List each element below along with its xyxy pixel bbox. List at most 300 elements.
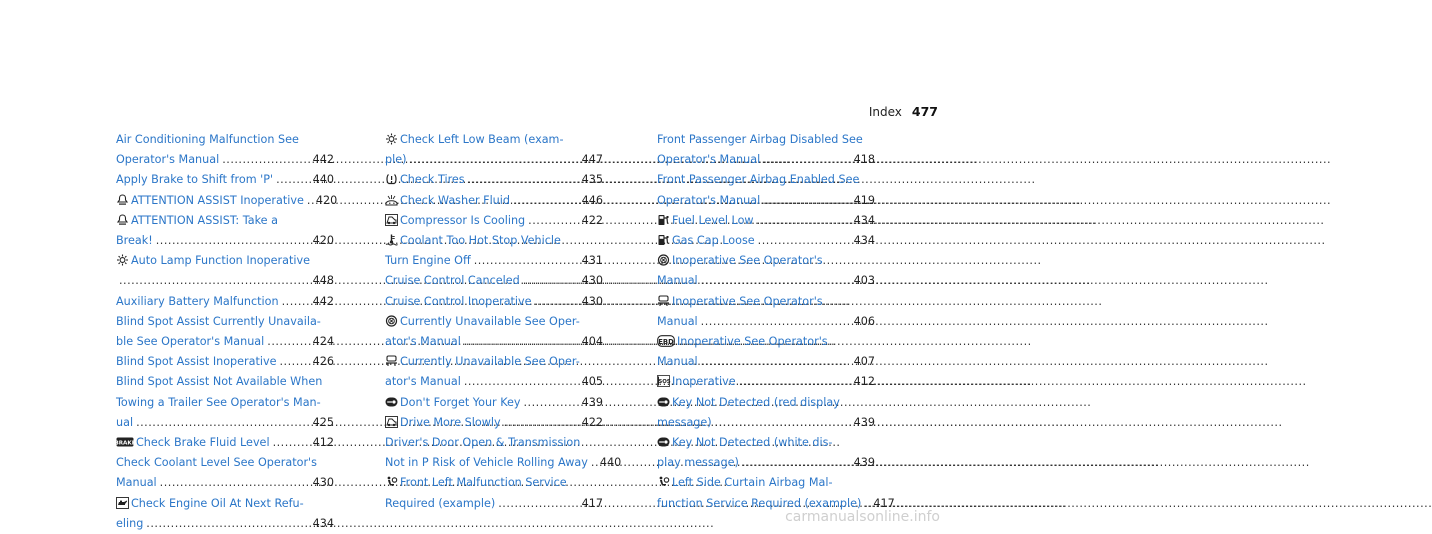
leader-dots [498, 494, 578, 514]
index-entry[interactable] [116, 211, 334, 251]
attention-assist-icon [116, 194, 129, 206]
entry-page-number[interactable]: 434 [853, 234, 875, 248]
entry-line [657, 130, 875, 150]
entry-text [116, 433, 270, 453]
index-entry[interactable] [116, 453, 334, 493]
leader-dots [222, 150, 309, 170]
entry-page-number[interactable]: 442 [312, 294, 334, 308]
entry-page-number[interactable]: 422 [581, 415, 603, 429]
entry-text [657, 413, 712, 433]
index-entry[interactable] [657, 251, 875, 291]
entry-label: Manual [657, 274, 698, 288]
entry-page-number[interactable]: 425 [312, 415, 334, 429]
entry-line [385, 150, 603, 170]
entry-text [657, 271, 698, 291]
leader-dots [468, 170, 579, 190]
entry-line [116, 473, 334, 493]
index-entry[interactable] [116, 130, 334, 170]
entry-label: Air Conditioning Malfunction See [116, 133, 299, 146]
entry-label: Manual [657, 355, 698, 369]
compressor-icon [385, 416, 398, 428]
entry-line [116, 494, 334, 514]
index-entry[interactable] [657, 433, 875, 473]
index-entry[interactable] [385, 352, 603, 392]
entry-label: Drive More Slowly [400, 415, 501, 429]
index-entry[interactable] [385, 271, 603, 291]
leader-dots [535, 292, 579, 312]
airbag-icon [657, 476, 670, 488]
entry-label: Apply Brake to Shift from 'P' [116, 173, 274, 187]
index-entry[interactable] [385, 170, 603, 190]
entry-page-number[interactable]: 405 [581, 375, 603, 389]
entry-label: ble See Operator's Manual [116, 335, 265, 349]
entry-label: ATTENTION ASSIST: Take a [131, 213, 278, 227]
entry-line [116, 514, 334, 534]
entry-text [385, 413, 501, 433]
leader-dots [464, 332, 579, 352]
entry-page-number[interactable]: 407 [853, 355, 875, 369]
entry-page-number[interactable]: 446 [581, 193, 603, 207]
entry-text [385, 355, 580, 368]
entry-label: Check Washer Fluid [400, 193, 510, 207]
index-entry[interactable] [385, 393, 603, 413]
svg-text:EBD: EBD [658, 337, 674, 346]
entry-line [657, 433, 875, 453]
index-entry[interactable] [385, 312, 603, 352]
oil-can-icon [116, 497, 129, 509]
index-entry[interactable] [385, 231, 603, 271]
entry-page-number[interactable]: 406 [853, 314, 875, 328]
entry-page-number[interactable]: 417 [873, 496, 895, 510]
entry-line [657, 292, 875, 312]
airbag-icon [385, 476, 398, 488]
entry-label: Don't Forget Your Key [400, 395, 521, 409]
entry-page-number[interactable]: 424 [312, 335, 334, 349]
entry-page-number[interactable]: 403 [853, 274, 875, 288]
entry-text [385, 453, 588, 473]
entry-label: Turn Engine Off [385, 254, 471, 268]
entry-line [385, 433, 603, 453]
entry-line [116, 231, 334, 251]
entry-line [116, 352, 334, 372]
entry-line [116, 191, 338, 211]
entry-label: Currently Unavailable See Oper- [400, 314, 580, 328]
entry-label: ATTENTION ASSIST Inoperative [131, 193, 304, 207]
index-column-1 [114, 130, 338, 534]
entry-label: Front Passenger Airbag Enabled See [657, 173, 860, 187]
leader-dots [160, 473, 310, 493]
entry-text [116, 473, 157, 493]
entry-text [657, 312, 698, 332]
leader-dots [504, 413, 579, 433]
entry-text [116, 214, 278, 227]
leader-dots [307, 191, 313, 211]
entry-line [116, 453, 334, 473]
entry-text [116, 292, 279, 312]
entry-text [385, 251, 471, 271]
entry-text [385, 150, 406, 170]
watermark: carmanualsonline.info [785, 509, 940, 525]
leader-dots [409, 150, 578, 170]
entry-text [385, 372, 461, 392]
entry-text [657, 396, 840, 409]
entry-text [657, 150, 760, 170]
coolant-icon [385, 234, 398, 246]
entry-label: ator's Manual [385, 335, 461, 349]
leader-dots [742, 453, 851, 473]
entry-page-number[interactable]: 426 [312, 355, 334, 369]
attention-assist-icon [116, 214, 129, 226]
index-entry[interactable] [385, 211, 603, 231]
entry-label: Operator's Manual [116, 153, 220, 167]
entry-label: Cruise Control Inoperative [385, 294, 532, 308]
entry-line [657, 150, 875, 170]
entry-line [385, 191, 603, 211]
index-entry[interactable] [116, 352, 334, 372]
entry-line [657, 413, 875, 433]
entry-line [116, 413, 334, 433]
leader-dots [474, 251, 579, 271]
entry-label: Blind Spot Assist Not Available When [116, 375, 323, 389]
key-icon [657, 436, 670, 448]
entry-line [116, 170, 334, 190]
index-entry[interactable] [657, 130, 875, 170]
entry-line [657, 332, 875, 352]
entry-text [116, 375, 322, 388]
seat-icon [657, 295, 670, 307]
page-header [869, 104, 938, 119]
entry-label: Blind Spot Assist Currently Unavaila- [116, 314, 321, 328]
index-column-3 [657, 130, 895, 514]
steering-icon [385, 315, 398, 327]
entry-page-number[interactable]: 447 [581, 153, 603, 167]
entry-page-number[interactable]: 404 [581, 335, 603, 349]
leader-dots [464, 372, 579, 392]
entry-label: Not in P Risk of Vehicle Rolling Away [385, 456, 588, 470]
steering-icon [657, 254, 670, 266]
entry-line [385, 312, 603, 332]
index-entry[interactable] [116, 251, 334, 291]
entry-text [657, 231, 755, 251]
entry-text [116, 231, 153, 251]
index-entry[interactable] [385, 292, 603, 312]
index-entry[interactable] [385, 473, 603, 513]
entry-line [385, 292, 603, 312]
compressor-icon [385, 214, 398, 226]
fuel-icon [657, 234, 670, 246]
entry-label: ple) [385, 153, 407, 167]
entry-line [116, 251, 334, 271]
entry-page-number[interactable]: 439 [853, 415, 875, 429]
leader-dots [701, 352, 851, 372]
leader-dots [146, 514, 309, 534]
entry-text [657, 453, 739, 473]
leader-dots [739, 372, 851, 392]
entry-label: Inoperative See Operator's [672, 294, 823, 308]
entry-line [657, 170, 875, 190]
entry-line [385, 413, 603, 433]
entry-text [657, 211, 754, 231]
entry-line [385, 393, 603, 413]
entry-text [116, 456, 317, 469]
entry-page-number[interactable]: 442 [312, 153, 334, 167]
entry-page-number[interactable]: 420 [315, 193, 338, 207]
entry-text [116, 396, 321, 409]
entry-text [116, 332, 264, 352]
leader-dots [763, 191, 850, 211]
leader-dots [136, 413, 310, 433]
entry-text [657, 436, 832, 449]
entry-line [385, 332, 603, 352]
brake-badge-icon [116, 436, 134, 448]
index-entry[interactable] [116, 312, 334, 352]
index-entry[interactable] [657, 473, 895, 513]
entry-page-number[interactable]: 439 [853, 456, 875, 470]
entry-line [116, 332, 334, 352]
entry-line [385, 211, 603, 231]
entry-line [657, 352, 875, 372]
entry-label: message) [657, 415, 712, 429]
leader-dots [273, 433, 310, 453]
entry-page-number[interactable]: 431 [581, 254, 603, 268]
entry-label: Check Left Low Beam (exam- [400, 133, 564, 146]
entry-line [116, 211, 334, 231]
entry-text [385, 332, 461, 352]
index-entry[interactable] [385, 413, 603, 433]
fuel-icon [657, 214, 670, 226]
entry-label: Inoperative [672, 375, 736, 389]
leader-dots [513, 191, 579, 211]
leader-dots [763, 150, 850, 170]
entry-label: Operator's Manual [657, 193, 761, 207]
key-icon [657, 396, 670, 408]
entry-label: Driver's Door Open & Transmission [385, 436, 581, 450]
entry-page-number[interactable]: 420 [312, 234, 334, 248]
entry-label: Currently Unavailable See Oper- [400, 355, 580, 369]
index-entry[interactable] [116, 191, 338, 211]
index-entry[interactable] [116, 372, 334, 433]
entry-label: play message) [657, 456, 739, 470]
index-entry[interactable] [657, 211, 875, 231]
entry-label: function Service Required (example) [657, 496, 862, 510]
entry-line [385, 251, 603, 271]
entry-line [116, 150, 334, 170]
index-entry[interactable] [385, 433, 622, 473]
entry-label: Towing a Trailer See Operator's Man- [116, 395, 321, 409]
entry-text [385, 292, 532, 312]
entry-line [385, 453, 622, 473]
entry-line [657, 473, 875, 493]
entry-text [385, 191, 510, 211]
entry-label: Front Passenger Airbag Disabled See [657, 133, 863, 146]
entry-line [657, 211, 875, 231]
entry-text [657, 352, 698, 372]
entry-label: Auto Lamp Function Inoperative [131, 254, 310, 268]
leader-dots [282, 292, 310, 312]
entry-label: Compressor Is Cooling [400, 213, 526, 227]
entry-text [657, 254, 823, 267]
page-number: 477 [911, 104, 938, 119]
entry-text [657, 372, 736, 392]
leader-dots [591, 453, 597, 473]
leader-dots [757, 211, 851, 231]
leader-dots [524, 393, 579, 413]
leader-dots [701, 312, 851, 332]
entry-label: Operator's Manual [657, 153, 761, 167]
entry-text [116, 497, 304, 510]
entry-line [385, 372, 603, 392]
sos-icon [657, 375, 670, 387]
entry-text [657, 173, 859, 186]
entry-label: Fuel Level Low [672, 213, 754, 227]
leader-dots [758, 231, 851, 251]
entry-page-number[interactable]: 440 [599, 456, 622, 470]
index-entry[interactable] [657, 393, 875, 433]
index-entry[interactable] [116, 433, 334, 453]
entry-page-number[interactable]: 435 [581, 173, 603, 187]
entry-line [657, 231, 875, 251]
entry-label: Blind Spot Assist Inoperative [116, 355, 277, 369]
entry-page-number[interactable]: 440 [312, 173, 334, 187]
entry-line [657, 372, 875, 392]
entry-text [116, 133, 299, 146]
entry-text [116, 315, 321, 328]
entry-label: Required (example) [385, 496, 496, 510]
entry-text [116, 191, 304, 211]
leader-dots [276, 170, 310, 190]
entry-line [657, 251, 875, 271]
entry-label: ual [116, 415, 134, 429]
leader-dots [715, 413, 851, 433]
entry-label: Front Left Malfunction Service [400, 476, 567, 490]
entry-label: Manual [116, 476, 157, 490]
entry-page-number[interactable]: 422 [581, 213, 603, 227]
entry-text [385, 170, 465, 190]
entry-text [385, 476, 567, 489]
entry-label: Coolant Too Hot Stop Vehicle [400, 234, 561, 248]
entry-label: Check Coolant Level See Operator's [116, 456, 317, 470]
entry-label: Key Not Detected (white dis- [672, 436, 833, 450]
entry-page-number[interactable]: 430 [581, 294, 603, 308]
lamp-icon [116, 254, 129, 266]
entry-label: Auxiliary Battery Malfunction [116, 294, 279, 308]
index-entry[interactable] [385, 130, 603, 170]
leader-dots [523, 271, 579, 291]
entry-line [657, 312, 875, 332]
entry-text [385, 234, 561, 247]
washer-icon [385, 194, 398, 206]
entry-text [385, 436, 580, 449]
entry-line [657, 271, 875, 291]
entry-line [657, 393, 875, 413]
entry-label: Gas Cap Loose [672, 234, 755, 248]
entry-line [116, 372, 334, 392]
leader-dots [280, 352, 310, 372]
entry-text [657, 335, 828, 348]
entry-line [385, 271, 603, 291]
index-entry[interactable] [116, 170, 334, 190]
entry-text [116, 170, 273, 190]
entry-text [657, 295, 823, 308]
entry-text [657, 191, 760, 211]
leader-dots [119, 271, 310, 291]
index-entry[interactable] [657, 231, 875, 251]
key-icon [385, 396, 398, 408]
entry-line [385, 473, 603, 493]
entry-text [385, 393, 521, 413]
tire-icon [385, 173, 398, 185]
index-entry[interactable] [657, 170, 875, 210]
svg-text:SOS: SOS [658, 379, 671, 386]
entry-text [657, 476, 832, 489]
entry-page-number[interactable]: 448 [312, 274, 334, 288]
entry-text [385, 315, 580, 328]
index-entry[interactable] [385, 191, 603, 211]
entry-line [116, 130, 334, 150]
entry-label: Inoperative See Operator's [677, 335, 828, 349]
entry-line [116, 433, 334, 453]
leader-dots [701, 271, 851, 291]
entry-text [116, 352, 277, 372]
entry-line [116, 312, 334, 332]
entry-label: Manual [657, 314, 698, 328]
index-entry[interactable] [116, 292, 334, 312]
entry-text [116, 254, 310, 267]
leader-dots [156, 231, 310, 251]
index-column-2 [385, 130, 622, 514]
entry-label: Inoperative See Operator's [672, 254, 823, 268]
entry-label: eling [116, 516, 144, 530]
index-entry[interactable] [657, 332, 875, 372]
entry-line [116, 271, 334, 291]
entry-label: Check Engine Oil At Next Refu- [131, 496, 304, 510]
entry-page-number[interactable]: 434 [312, 516, 334, 530]
entry-line [657, 191, 875, 211]
index-entry[interactable] [657, 372, 875, 392]
entry-line [385, 130, 603, 150]
section-title: Index [868, 105, 902, 119]
entry-line [385, 170, 603, 190]
entry-label: Check Tires [400, 173, 465, 187]
entry-page-number[interactable]: 418 [853, 153, 875, 167]
seat-icon [385, 355, 398, 367]
entry-line [116, 292, 334, 312]
entry-text [385, 271, 520, 291]
index-entry[interactable] [116, 494, 334, 534]
entry-line [385, 352, 603, 372]
entry-text [657, 133, 863, 146]
leader-dots [267, 332, 309, 352]
entry-text [116, 150, 219, 170]
entry-label: Break! [116, 234, 153, 248]
entry-label: Cruise Control Canceled [385, 274, 520, 288]
entry-page-number[interactable]: 417 [581, 496, 603, 510]
entry-label: Key Not Detected (red display [672, 395, 840, 409]
entry-page-number[interactable]: 434 [853, 213, 875, 227]
entry-page-number[interactable]: 430 [312, 476, 334, 490]
entry-page-number[interactable]: 412 [853, 375, 875, 389]
ebd-badge-icon [657, 335, 675, 347]
entry-page-number[interactable]: 439 [581, 395, 603, 409]
entry-line [385, 494, 603, 514]
lamp-icon [385, 133, 398, 145]
index-entry[interactable] [657, 292, 875, 332]
entry-page-number[interactable]: 412 [312, 436, 334, 450]
entry-page-number[interactable]: 419 [853, 193, 875, 207]
entry-page-number[interactable]: 430 [581, 274, 603, 288]
entry-line [657, 453, 875, 473]
entry-label: Left Side Curtain Airbag Mal- [672, 476, 833, 490]
